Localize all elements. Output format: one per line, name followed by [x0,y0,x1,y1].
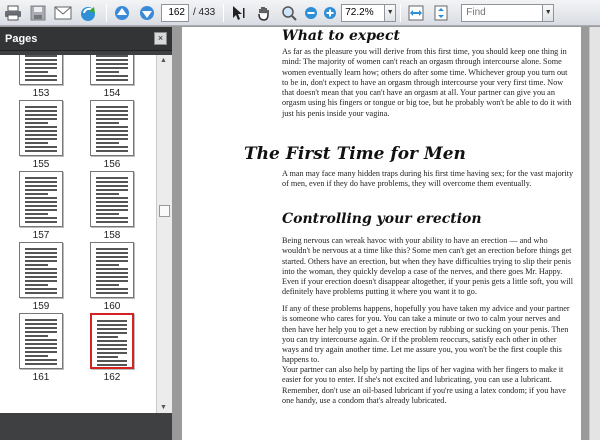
thumbnail-image [19,100,63,156]
thumbnail-text-line [96,118,128,120]
thumbnail-label: 160 [103,301,121,312]
paragraph-2: A man may face many hidden traps during his first time having sex; for the vast majority of men, even if they do have problems, they will overcome them eventually. [282,169,574,189]
thumbnail-text-line [96,276,128,278]
thumbnail-text-line [25,193,48,195]
thumbnail-text-line [25,264,48,266]
thumbnail-text-line [96,288,128,290]
fit-width-icon[interactable] [405,3,427,23]
thumbnail-text-line [96,122,119,124]
paragraph-3: Being nervous can wreak havoc with your ability to have an erection — and who wouldn't be nervous at a time like this? Some men can't get an erection before things get started. Others have an erection, but when they have difficulties trying to slip their penis into the woman, they quickly develop a case of the nerves, and there goes Mr. Happy. Even if your erection doesn't disappear altogether, if your penis gets a little soft, you will definitely have problems putting it where you want it to go. [282,236,574,297]
thumbnail-text-line [25,213,48,215]
thumbnail-text-line [25,347,57,349]
thumbnail-text-line [25,130,57,132]
thumbnail-text-line [25,110,57,112]
paragraph-5: Your partner can also help by parting the lips of her vagina with her fingers to make it easier for you to enter. If she's not excited and lubricating, you can use a lubricant. Remember, don't use an oil-based lubricant if you're using a latex condom; if you have one handy, use a condom that's already lubricated. [282,365,566,405]
marquee-zoom-icon[interactable] [278,3,300,23]
thumbnail-text-line [97,344,127,346]
thumbnail-text-line [96,142,119,144]
thumbnail-text-line [25,221,57,223]
thumbnail-label: 153 [32,88,50,99]
thumbnail-text-line [25,252,57,254]
heading-what-to-expect: What to expect [282,28,400,44]
thumbnail-text-line [25,67,57,69]
thumbnail-text-line [25,150,57,152]
thumbnail-label: 156 [103,159,121,170]
document-page [182,27,581,440]
thumbnail-text-line [25,209,57,211]
thumbnail-text-line [96,71,119,73]
thumbnail-text-line [96,197,128,199]
zoom-out-icon[interactable] [303,3,319,23]
thumbnail-text-line [25,260,57,262]
scroll-down-icon[interactable]: ▼ [160,404,167,411]
toolbar [0,0,600,26]
thumbnail-text-line [97,320,127,322]
thumbnail-text-line [96,217,128,219]
thumbnail-text-line [25,268,57,270]
thumbnail-text-line [25,335,48,337]
thumbnail-text-line [25,280,57,282]
thumbnail-text-line [96,205,128,207]
thumbnail-text-line [96,189,128,191]
thumbnail-image [19,55,63,85]
thumbnail-text-line [96,292,128,294]
sidebar-scrollbar[interactable] [156,55,172,413]
thumbnail-text-line [25,272,57,274]
close-icon[interactable]: × [154,32,167,45]
thumbnail-text-line [96,221,128,223]
thumbnail-text-line [25,331,57,333]
thumbnail-text-line [25,55,57,57]
thumbnail-text-line [96,110,128,112]
thumbnail-label: 162 [103,372,121,383]
thumbnail-text-line [25,106,57,108]
document-scrollbar[interactable] [589,27,600,440]
toolbar-separator [400,4,401,22]
thumbnail-label: 157 [32,230,50,241]
thumbnail-text-line [96,55,128,57]
thumbnail-text-line [25,327,57,329]
thumbnail-text-line [25,256,57,258]
thumbnail-text-line [96,193,119,195]
zoom-in-icon[interactable] [322,3,338,23]
thumbnail-image [90,100,134,156]
thumbnail-text-line [25,201,57,203]
page-thumbnail[interactable] [13,171,69,241]
thumbnail-image [90,313,134,369]
thumbnail-panel [0,55,172,413]
thumbnail-text-line [96,272,128,274]
thumbnail-text-line [97,336,118,338]
thumbnail-text-line [25,359,57,361]
page-thumbnail[interactable] [84,100,140,170]
thumbnail-text-line [25,185,57,187]
page-thumbnail[interactable] [13,55,69,99]
thumbnail-text-line [96,150,128,152]
page-thumbnail[interactable] [13,100,69,170]
thumbnail-text-line [97,328,127,330]
thumbnail-text-line [25,63,57,65]
document-view [173,27,600,440]
thumbnail-text-line [25,343,57,345]
page-thumbnail[interactable] [13,313,69,383]
thumbnail-image [19,313,63,369]
thumbnail-text-line [97,356,118,358]
thumbnail-label: 161 [32,372,50,383]
scrollbar-thumb[interactable] [159,205,170,217]
thumbnail-label: 154 [103,88,121,99]
page-thumbnail[interactable] [84,313,140,383]
thumbnail-text-line [96,181,128,183]
thumbnail-text-line [96,146,128,148]
email-icon[interactable] [52,3,74,23]
thumbnail-text-line [96,185,128,187]
thumbnail-text-line [25,181,57,183]
thumbnail-text-line [96,248,128,250]
thumbnail-text-line [96,63,128,65]
thumbnail-label: 158 [103,230,121,241]
thumbnail-text-line [25,248,57,250]
thumbnail-text-line [25,59,57,61]
zoom-dropdown-icon[interactable]: ▼ [385,4,396,22]
toolbar-separator [223,4,224,22]
thumbnail-text-line [25,323,57,325]
thumbnail-text-line [25,197,57,199]
heading-first-time-men: The First Time for Men [244,144,466,164]
print-icon[interactable] [2,3,24,23]
thumbnail-text-line [25,75,57,77]
thumbnail-text-line [25,189,57,191]
thumbnail-text-line [25,363,57,365]
thumbnail-text-line [96,284,119,286]
fit-page-icon[interactable] [430,3,452,23]
sidebar-header [0,27,172,51]
thumbnail-text-line [25,142,48,144]
thumbnail-text-line [96,201,128,203]
thumbnail-text-line [97,360,127,362]
thumbnail-image [90,171,134,227]
thumbnail-text-line [25,134,57,136]
thumbnail-text-line [25,177,57,179]
thumbnail-text-line [25,319,57,321]
thumbnail-text-line [96,256,128,258]
thumbnail-text-line [25,276,57,278]
thumbnail-text-line [25,351,57,353]
thumbnail-text-line [25,146,57,148]
thumbnail-text-line [97,340,127,342]
thumbnail-text-line [25,122,48,124]
thumbnail-image [19,171,63,227]
thumbnail-text-line [97,364,127,366]
thumbnail-text-line [97,324,127,326]
thumbnail-text-line [96,130,128,132]
heading-controlling-erection: Controlling your erection [282,211,482,227]
thumbnail-text-line [96,79,128,81]
thumbnail-text-line [25,118,57,120]
thumbnail-text-line [25,114,57,116]
page-thumbnail[interactable] [13,242,69,312]
thumbnail-text-line [25,217,57,219]
thumbnail-text-line [25,339,57,341]
toolbar-separator [106,4,107,22]
thumbnail-label: 155 [32,159,50,170]
thumbnail-text-line [96,268,128,270]
hand-tool-icon[interactable] [253,3,275,23]
select-tool-icon[interactable] [228,3,250,23]
paragraph-1: As far as the pleasure you will derive from this first time, you should keep one thing in mind: The majority of women can't reach an orgasm through intercourse alone. Some women eventually learn how; others do after some time. Whichever group you turn out to be in, don't expect to have an orgasm through intercourse your very first time. Now that doesn't mean that you can't have an orgasm at all. Your partner can give you an orgasm using his fingers or tongue or big toe, but he probably won't be able to do it with just his penis inside your vagina. [282,47,572,118]
previous-page-icon[interactable] [111,3,133,23]
paragraph-4: If any of these problems happens, hopefully you have taken my advice and your partner is someone who cares for you. You can take a minute or two to calm your nerves and then have her help you to get a new erection by rubbing or sucking on your penis. Then you can try intercourse again. Or if the problem reoccurs, satisfy each other in other ways and try again another time. Let me assure you, you won't be the first couple this happens to. [282,304,570,365]
sidebar-title: Pages [5,32,38,45]
thumbnail-image [90,242,134,298]
thumbnail-text-line [25,284,48,286]
thumbnail-text-line [96,209,128,211]
page-thumbnail[interactable] [84,242,140,312]
thumbnail-text-line [96,280,128,282]
thumbnail-text-line [96,114,128,116]
thumbnail-text-line [96,59,128,61]
thumbnail-label: 159 [32,301,50,312]
thumbnail-text-line [25,79,57,81]
scroll-up-icon[interactable]: ▲ [160,57,167,64]
thumbnail-text-line [25,292,57,294]
thumbnail-text-line [97,332,127,334]
thumbnail-text-line [25,71,48,73]
thumbnail-image [90,55,134,85]
thumbnail-text-line [96,260,128,262]
thumbnail-text-line [25,138,57,140]
thumbnail-text-line [96,67,128,69]
page-thumbnail[interactable] [84,171,140,241]
thumbnail-text-line [96,106,128,108]
zoom-level-input[interactable] [341,4,385,22]
thumbnail-text-line [25,205,57,207]
thumbnail-text-line [96,126,128,128]
thumbnail-text-line [96,177,128,179]
thumbnail-text-line [97,348,127,350]
refresh-icon[interactable] [77,3,99,23]
page-number-input[interactable] [161,4,189,22]
thumbnail-text-line [25,355,48,357]
thumbnail-text-line [96,252,128,254]
find-input[interactable] [461,4,543,22]
page-thumbnail[interactable] [84,55,140,99]
thumbnail-text-line [96,213,119,215]
thumbnail-text-line [96,75,128,77]
thumbnail-text-line [96,138,128,140]
page-total-label: / 433 [193,7,216,18]
next-page-icon[interactable] [136,3,158,23]
thumbnail-image [19,242,63,298]
thumbnail-text-line [96,134,128,136]
find-dropdown-icon[interactable]: ▼ [543,4,554,22]
thumbnail-text-line [96,264,119,266]
save-icon[interactable] [27,3,49,23]
thumbnail-text-line [97,352,127,354]
thumbnail-text-line [25,288,57,290]
thumbnail-text-line [25,126,57,128]
